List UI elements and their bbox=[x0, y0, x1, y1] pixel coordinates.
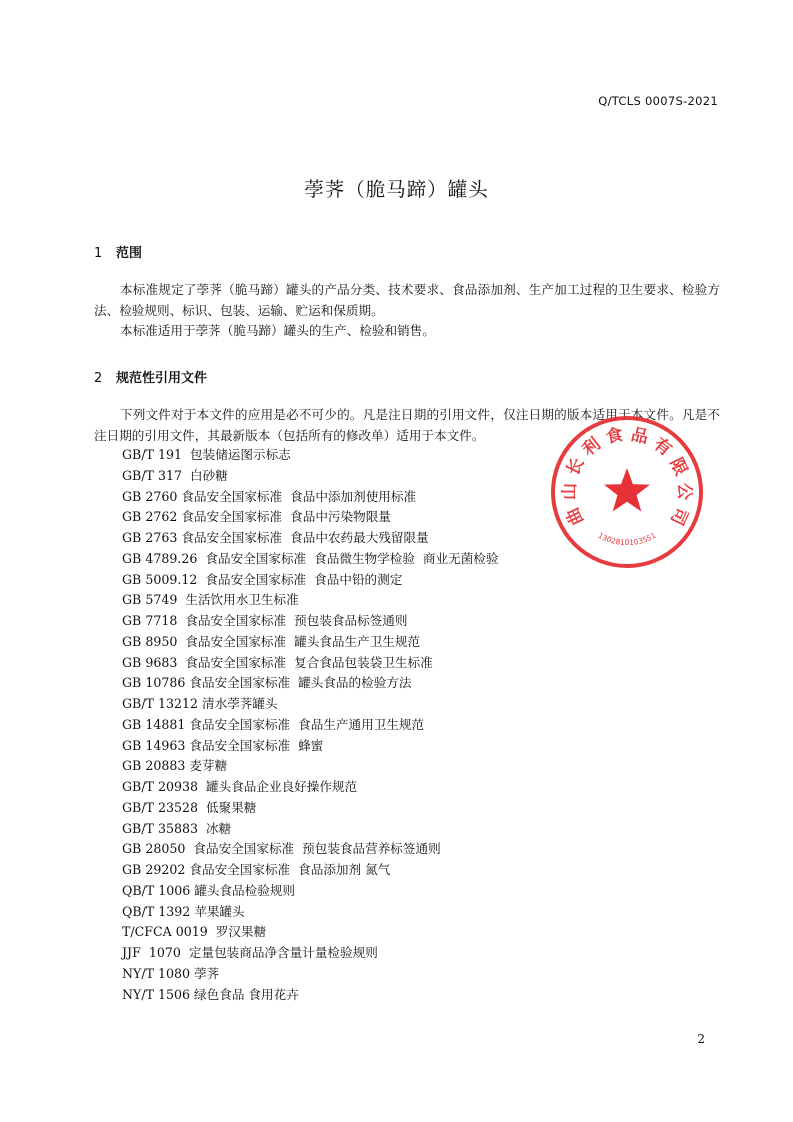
reference-item: QB/T 1006 罐头食品检验规则 bbox=[122, 882, 296, 898]
section-number: 2 bbox=[94, 371, 103, 386]
seal-ring-char: 限 bbox=[665, 454, 691, 479]
reference-item: GB/T 13212 清水荸荠罐头 bbox=[122, 696, 278, 711]
references-intro-paragraph: 下列文件对于本文件的应用是必不可少的。凡是注日期的引用文件，仅注日期的版本适用于本文件。凡是不注日期的引用文件，其最新版本（包括所有的修改单）适用于本文件。 bbox=[94, 407, 720, 443]
reference-item: GB 14881 食品安全国家标准 食品生产通用卫生规范 bbox=[122, 716, 425, 732]
section-heading-normative-references bbox=[94, 367, 207, 386]
reference-item: GB/T 20938 罐头食品企业良好操作规范 bbox=[122, 779, 358, 794]
reference-item: GB 4789.26 食品安全国家标准 食品微生物学检验 商业无菌检验 bbox=[122, 550, 499, 566]
reference-item: QB/T 1392 苹果罐头 bbox=[122, 903, 245, 919]
reference-item: GB 28050 食品安全国家标准 预包装食品营养标签通则 bbox=[122, 841, 441, 857]
seal-ring-char: 品 bbox=[629, 424, 651, 449]
star-icon bbox=[604, 468, 650, 512]
reference-item: NY/T 1506 绿色食品 食用花卉 bbox=[122, 986, 299, 1002]
reference-item: GB 2762 食品安全国家标准 食品中污染物限量 bbox=[122, 509, 391, 525]
reference-item: GB/T 23528 低聚果糖 bbox=[122, 799, 257, 815]
document-title: 荸荠（脆马蹄）罐头 bbox=[304, 178, 489, 201]
reference-item: GB 2763 食品安全国家标准 食品中农药最大残留限量 bbox=[122, 530, 429, 545]
scope-paragraph: 本标准规定了荸荠（脆马蹄）罐头的产品分类、技术要求、食品添加剂、生产加工过程的卫生要求、检验方法、检验规则、标识、包装、运输、贮运和保质期。 bbox=[94, 282, 720, 318]
section-title: 规范性引用文件 bbox=[116, 371, 208, 386]
seal-code-text: 1302810103551 bbox=[596, 530, 658, 548]
reference-item: GB 10786 食品安全国家标准 罐头食品的检验方法 bbox=[122, 675, 412, 691]
seal-ring-char: 公 bbox=[673, 482, 695, 501]
section-title: 范围 bbox=[116, 246, 143, 261]
reference-item: GB 14963 食品安全国家标准 蜂蜜 bbox=[122, 737, 324, 753]
reference-item: GB 5749 生活饮用水卫生标准 bbox=[122, 592, 299, 608]
reference-item: GB 20883 麦芽糖 bbox=[122, 758, 228, 774]
seal-ring-char: 山 bbox=[559, 482, 581, 501]
page-number: 2 bbox=[697, 1032, 705, 1046]
reference-item: GB/T 317 白砂糖 bbox=[122, 467, 228, 483]
reference-item: GB 29202 食品安全国家标准 食品添加剂 氮气 bbox=[122, 862, 391, 877]
reference-item: GB 8950 食品安全国家标准 罐头食品生产卫生规范 bbox=[122, 633, 421, 649]
reference-item: GB/T 35883 冰糖 bbox=[122, 820, 232, 836]
reference-item: JJF 1070 定量包装商品净含量计量检验规则 bbox=[122, 945, 378, 960]
standard-code: Q/TCLS 0007S-2021 bbox=[598, 94, 718, 108]
reference-item: GB 9683 食品安全国家标准 复合食品包装袋卫生标准 bbox=[122, 654, 433, 670]
reference-item: NY/T 1080 荸荠 bbox=[122, 965, 220, 981]
seal-ring-char: 司 bbox=[666, 504, 692, 529]
section-heading-scope bbox=[94, 242, 142, 261]
section-number: 1 bbox=[94, 246, 103, 261]
seal-ring-char: 曲 bbox=[562, 504, 588, 529]
seal-ring-char: 利 bbox=[578, 434, 605, 461]
seal-ring-char: 食 bbox=[603, 424, 625, 449]
scope-applicability-paragraph: 本标准适用于荸荠（脆马蹄）罐头的生产、检验和销售。 bbox=[120, 323, 435, 338]
seal-graphic bbox=[547, 412, 707, 572]
seal-ring-char: 有 bbox=[649, 434, 676, 461]
company-seal-stamp bbox=[547, 412, 707, 572]
reference-list bbox=[122, 445, 498, 1005]
reference-item: GB 2760 食品安全国家标准 食品中添加剂使用标准 bbox=[122, 488, 417, 504]
reference-item: GB/T 191 包装储运图示标志 bbox=[122, 447, 291, 462]
reference-item: GB 7718 食品安全国家标准 预包装食品标签通则 bbox=[122, 613, 408, 628]
seal-ring-char: 长 bbox=[563, 454, 589, 479]
reference-item: GB 5009.12 食品安全国家标准 食品中铅的测定 bbox=[122, 571, 403, 587]
reference-item: T/CFCA 0019 罗汉果糖 bbox=[122, 924, 267, 940]
